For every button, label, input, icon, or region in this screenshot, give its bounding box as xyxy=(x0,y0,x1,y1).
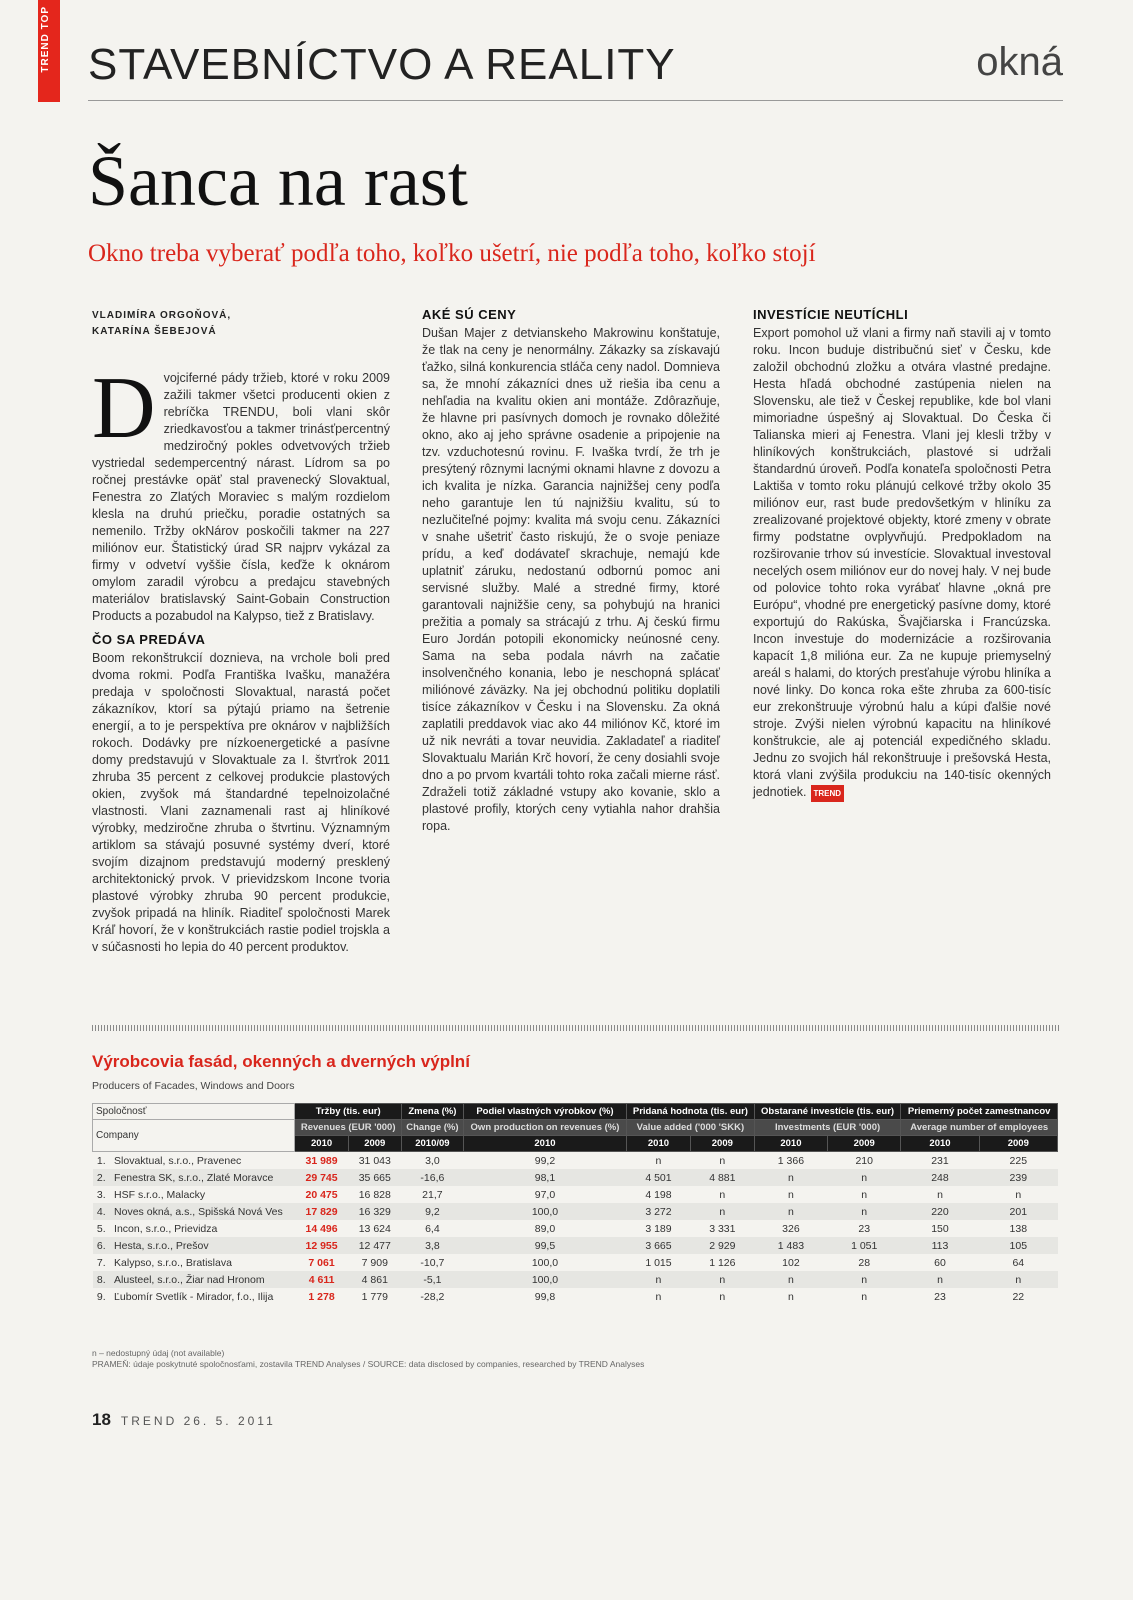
table-cell: n xyxy=(754,1271,827,1288)
table-cell: HSF s.r.o., Malacky xyxy=(114,1188,206,1201)
table-cell: 4 611 xyxy=(295,1271,348,1288)
table-cell: n xyxy=(754,1203,827,1220)
article-column-3 xyxy=(753,300,1051,804)
table-cell: n xyxy=(719,1154,726,1167)
table-cell: 99,2 xyxy=(534,1154,556,1167)
table-cell: 4 881 xyxy=(690,1169,754,1186)
table-cell: 150 xyxy=(931,1222,949,1235)
table-cell: 99,8 xyxy=(534,1290,556,1303)
magazine-issue: TREND 26. 5. 2011 xyxy=(120,1414,276,1428)
table-cell: n xyxy=(1015,1188,1022,1201)
table-cell: 60 xyxy=(934,1256,946,1269)
table-cell: 16 329 xyxy=(348,1203,401,1220)
table-cell: 28 xyxy=(858,1256,871,1269)
ranking-table: Spoločnosť Tržby (tis. eur) Zmena (%) Podiel vlastných výrobkov (%) Pridaná hodnota (tis. eur) Obstarané investície (tis. eur) Priemerný počet zamestnancov Company Revenues (EUR '000) Change (%) Own production on revenues (%) Value added ('000 'SKK) Investments (EUR '000) Average number of employees 2010 2009 2010/09 2010 2010 2009 2010 2009 2010 2009 1. Slovaktual, s.r.o., Pravenec 31 989 31 043 3,0 99,2 n n 1 366 210 231 225 2. Fenestra SK, s.r.o., Zlaté Moravce 29 745 35 665 -16,6 98,1 4 501 4 881 n n 248 239 3. HSF s.r.o., Malacky 20 475 16 828 21,7 97,0 4 198 n n n n n 4. Noves okná, a.s., Spišská Nová Ves 17 829 16 329 9,2 100,0 3 272 n n n 220 201 5. Incon, s.r.o., Prievidza 14 496 13 624 6,4 89,0 3 189 3 331 326 23 150 138 6. Hesta, s.r.o., Prešov 12 955 12 477 3,8 99,5 3 665 2 929 1 483 1 051 113 105 7. Kalypso, s.r.o., Bratislava 7 061 7 909 -10,7 100,0 1 015 1 126 102 28 60 64 8. Alusteel, s.r.o., Žiar nad Hronom 4 611 4 861 -5,1 100,0 n n n n n n 9. Ľubomír Svetlík - Mirador, f.o., Ilija 1 278 1 779 -28,2 99,8 n n n n 23 22 xyxy=(92,1103,1058,1305)
table-cell: n xyxy=(828,1271,901,1288)
table-row xyxy=(93,1254,1058,1271)
section-label: okná xyxy=(976,40,1063,84)
table-cell: n xyxy=(690,1271,754,1288)
table-cell: n xyxy=(979,1271,1057,1288)
table-cell: -10,7 xyxy=(420,1256,445,1269)
table-cell: n xyxy=(627,1271,691,1288)
table-cell: 138 xyxy=(1009,1222,1028,1235)
table-cell: 23 xyxy=(934,1290,946,1303)
table-cell: 7 061 xyxy=(308,1256,335,1269)
table-cell: 17 829 xyxy=(295,1203,348,1220)
article-column-2 xyxy=(422,300,720,837)
table-cell: 29 745 xyxy=(295,1169,348,1186)
table-cell: 12 955 xyxy=(295,1237,348,1254)
table-cell: 98,1 xyxy=(463,1169,626,1186)
subheading: AKÉ SÚ CENY xyxy=(422,307,517,322)
table-cell: 1 015 xyxy=(645,1256,672,1269)
table-row xyxy=(93,1152,1058,1170)
subheadline: Okno treba vyberať podľa toho, koľko ušetrí, nie podľa toho, koľko stojí xyxy=(88,240,816,267)
article-column-1: Dvojciferné pády tržieb, ktoré v roku 2009 zažili takmer všetci producenti okien z rebríčka TRENDU, boli vlani skôr zriedkavosťou a takmer trinásťpercentný medziročný pokles odvetvových tržieb vystriedal sedempercentný nárast. Lídrom sa po ročnej prestávke opäť stal pravenecký Slovaktual, Fenestra zo Zlatých Moraviec s malým rozdielom klesla na druhú priečku, poradie ostatných sa nemenilo. Tržby okNárov poskočili takmer na 227 miliónov eur. Štatistický úrad SR najprv vykázal za firmy v odvetví vyššie čísla, keďže k oknárom omylom zaradil výrobcu a predajcu stavebných materiálov bratislavský Saint-Gobain Construction Products a pozabudol na Kalypso, tiež z Bratislavy. ČO SA PREDÁVA Boom rekonštrukcií doznieva, na vrchole boli pred dvoma rokmi. Podľa Františka Ivašku, manažéra predaja v spoločnosti Slovaktual, narastá počet zákazníkov, ktorí sa pýtajú priamo na šetrenie energií, a to je perspektíva pre oknárov v najbližších rokoch. Dodávky pre nízkoenergetické a pasívne domy predstavujú v Slovaktuale za I. štvrťrok 2011 zhruba 35 percent z celkovej produkcie plastových okien, zvyšok má štandardné tepelnoizolačné vlastnosti. Vlani zaznamenali rast aj hliníkové výrobky, medziročne zhruba o štvrtinu. Významným artiklom sa stávajú posuvné systémy dverí, ktoré svojím dizajnom predstavujú moderný presklený architektonický prvok. V prievidzskom Incone tvoria plastové výrobky zhruba 90 percent produkcie, zvyšok pripadá na hliník. Riaditeľ spoločnosti Marek Kráľ hovorí, že v konštrukciách rastie podiel trojskla a v súčasnosti ho lepia do 40 percent produktov. xyxy=(92,360,390,954)
table-cell: 326 xyxy=(782,1222,800,1235)
table-cell: 231 xyxy=(931,1154,949,1167)
table-cell: n xyxy=(655,1290,662,1303)
table-row xyxy=(93,1237,1058,1254)
table-cell: n xyxy=(655,1154,662,1167)
table-cell: 1 126 xyxy=(709,1256,736,1269)
table-cell: 100,0 xyxy=(531,1256,559,1269)
table-row xyxy=(93,1288,1058,1305)
table-notes: n – nedostupný údaj (not available) PRAMEŇ: údaje poskytnuté spoločnosťami, zostavila TREND Analyses / SOURCE: data disclosed by companies, researched by TREND Analyses xyxy=(92,1348,645,1369)
table-cell: 99,5 xyxy=(463,1237,626,1254)
table-cell: n xyxy=(788,1188,794,1201)
table-cell: 64 xyxy=(1012,1256,1025,1269)
table-cell: 3. xyxy=(96,1188,106,1201)
table-cell: 3,8 xyxy=(401,1237,463,1254)
table-title: Výrobcovia fasád, okenných a dverných výplní xyxy=(92,1052,470,1071)
table-cell: 1 051 xyxy=(828,1237,901,1254)
table-cell: Ľubomír Svetlík - Mirador, f.o., Ilija xyxy=(114,1290,274,1303)
table-cell: n xyxy=(901,1271,979,1288)
table-cell: n xyxy=(861,1290,868,1303)
paragraph: Boom rekonštrukcií doznieva, na vrchole boli pred dvoma rokmi. Podľa Františka Ivašku, manažéra predaja v spoločnosti Slovaktual, narastá počet zákazníkov, ktorí sa pýtajú priamo na šetrenie energií, a to je perspektíva pre oknárov v najbližších rokoch. Dodávky pre nízkoenergetické a pasívne domy predstavujú v Slovaktuale za I. štvrťrok 2011 zhruba 35 percent z celkovej produkcie plastových okien, zvyšok má štandardné tepelnoizolačné vlastnosti. Vlani zaznamenali rast aj hliníkové výrobky, medziročne zhruba o štvrtinu. Významným artiklom sa stávajú posuvné systémy dverí, ktoré svojím dizajnom predstavujú moderný presklený architektonický prvok. V prievidzskom Incone tvoria plastové výrobky zhruba 90 percent produkcie, zvyšok pripadá na hliník. Riaditeľ spoločnosti Marek Kráľ hovorí, že v konštrukciách rastie podiel trojskla a v súčasnosti ho lepia do 40 percent produktov. xyxy=(92,651,390,954)
table-cell: Incon, s.r.o., Prievidza xyxy=(114,1222,218,1235)
table-cell: 31 989 xyxy=(305,1154,338,1167)
table-cell: 239 xyxy=(979,1169,1057,1186)
table-cell: 1 366 xyxy=(777,1154,805,1167)
table-cell: 9,2 xyxy=(401,1203,463,1220)
drop-cap: D xyxy=(92,360,156,457)
table-cell: Alusteel, s.r.o., Žiar nad Hronom xyxy=(110,1271,295,1288)
table-cell: n xyxy=(719,1188,726,1201)
table-cell: 3 331 xyxy=(709,1222,736,1235)
table-cell: 1 779 xyxy=(361,1290,388,1303)
table-cell: 220 xyxy=(901,1203,979,1220)
table-cell: 5. xyxy=(96,1222,106,1235)
page-footer xyxy=(92,1410,276,1430)
table-cell: 105 xyxy=(979,1237,1057,1254)
table-cell: 89,0 xyxy=(534,1222,556,1235)
table-row xyxy=(93,1220,1058,1237)
table-cell: Fenestra SK, s.r.o., Zlaté Moravce xyxy=(110,1169,295,1186)
table-cell: 31 043 xyxy=(358,1154,391,1167)
table-cell: -5,1 xyxy=(401,1271,463,1288)
table-subtitle: Producers of Facades, Windows and Doors xyxy=(92,1080,295,1092)
table-cell: 6. xyxy=(93,1237,111,1254)
table-cell: Noves okná, a.s., Spišská Nová Ves xyxy=(110,1203,295,1220)
table-cell: 1 483 xyxy=(754,1237,827,1254)
table-cell: 3,0 xyxy=(425,1154,440,1167)
byline: VLADIMÍRA ORGOŇOVÁ, KATARÍNA ŠEBEJOVÁ xyxy=(92,310,232,337)
subheading: INVESTÍCIE NEUTÍCHLI xyxy=(753,307,909,322)
paragraph: Export pomohol už vlani a firmy naň stavili aj v tomto roku. Incon buduje distribučnú sieť v Česku, kde založil obchodnú zložku a otvára vlastné predajne. Hesta hľadá obchodné zastúpenia nielen na Slovensku, ale tiež v Českej republike, kde bol vlani mimoriadne úspešný aj Slovaktual. Do Česka či Talianska mieri aj Fenestra. Vlani jej klesli tržby v hliníkových konštrukciách, plastové si udržali štandardnú úroveň. Podľa konateľa spoločnosti Petra Laktiša v tomto roku plánujú celkové tržby okolo 35 miliónov eur, rast bude predovšetkým v hliníku za zrealizované projektové objekty, ktoré zmeny v obrate firmy podstatne ovplyvňujú. Predpokladom na rozširovanie trhov sú investície. Slovaktual investoval necelých osem miliónov eur do novej haly. V nej bude od polovice tohto roka vyrábať hlavne „okná pre Európu“, vhodné pre energetický pasívne domy, ktoré exportujú do Rakúska, Švajčiarska i Francúzska. Incon investuje do modernizácie a rozširovania kapacít 1,8 milióna eur. Za ne kupuje priemyselný areál s halami, do ktorých presťahuje výrobu hliníka a nové linky. Do konca roka ešte zhruba za 600-tisíc eur zrekonštruuje výrobnú halu a kúpi ďalšie nové stroje. Zvýši nielen výrobnú kapacitu na hliníkové konštrukcie, ale aj potenciál expedičného skladu. Jednu zo svojich hál rekonštruuje i prešovská Hesta, ktorá vlani zvýšila produkciu na 140-tisíc okenných jednotiek. TREND xyxy=(753,325,1051,802)
table-row xyxy=(93,1271,1058,1288)
page-number: 18 xyxy=(92,1410,111,1429)
table-row xyxy=(93,1169,1058,1186)
table-cell: n xyxy=(719,1290,726,1303)
table-row xyxy=(93,1203,1058,1220)
table-cell: n xyxy=(690,1203,754,1220)
table-cell: 100,0 xyxy=(463,1271,626,1288)
table-cell: 4 198 xyxy=(645,1188,672,1201)
table-cell: 102 xyxy=(782,1256,800,1269)
paragraph: Dušan Majer z detvianskeho Makrowinu konštatuje, že tlak na ceny je nenormálny. Zákazky sa získavajú ťažko, silná konkurencia stláča ceny nadol. Domnieva sa, že mnohí zákazníci dnes už riešia iba cenu a nehľadia na kvalitu okien ani montáže. Zdôrazňuje, že hlavne pri pasívnych domoch je rovnako dôležité okno, ako aj jeho správne osadenie a pripojenie na tzv. vzduchotesnú rovinu. F. Ivaška tvrdí, že trh je presýtený rôznymi lacnými oknami hlavne z dovozu a ich kvalita je nízka. Garancia najnižšej ceny podľa neho garantuje len tú najnižšiu kvalitu, sú to nezlučiteľné pojmy: kvalita má svoju cenu. Zákazníci v snahe ušetriť často riskujú, že o svoje peniaze prídu, a keď dodávateľ skrachuje, nemajú kde uplatniť záruku, nedostanú odbornú pomoc ani servisné služby. Malé a stredné firmy, ktoré garantovali najnižšie ceny, sa pohybujú na hranici prežitia a pomaly sa strácajú z trhu. Aj českú firmu Euro Jordán potopili ekonomicky neúnosné ceny. Sama na seba podala návrh na začatie insolvenčného konania, lebo je neschopná splácať miliónové záväzky. Na jej obchodnú politiku doplatili tisíce zákazníkov v Česku i na Slovensku. Za okná zaplatili preddavok viac ako 44 miliónov Kč, ktoré im už nik nevráti a tovar neuvidia. Zakladateľ a riaditeľ Slovaktualu Marián Krč hovorí, že ceny dosiahli svoje dno a po prvom kvartáli tohto roka začali mierne rásť. Zdraželi totiž základné vstupy ako kovanie, sklo a plastové profily, ktorých ceny vytiahla nahor drahšia ropa. xyxy=(422,326,720,833)
section-tab: TREND TOP xyxy=(38,0,60,102)
table-cell: n xyxy=(828,1169,901,1186)
table-cell: 16 828 xyxy=(358,1188,391,1201)
table-cell: 2. xyxy=(93,1169,111,1186)
table-cell: 14 496 xyxy=(305,1222,338,1235)
table-cell: Hesta, s.r.o., Prešov xyxy=(110,1237,295,1254)
table-cell: n xyxy=(754,1169,827,1186)
end-mark: TREND xyxy=(811,785,845,802)
table-cell: 1 278 xyxy=(308,1290,335,1303)
table-cell: -28,2 xyxy=(420,1290,445,1303)
table-cell: 100,0 xyxy=(463,1203,626,1220)
table-cell: 2 929 xyxy=(690,1237,754,1254)
table-cell: 248 xyxy=(901,1169,979,1186)
table-cell: 225 xyxy=(1009,1154,1028,1167)
table-cell: 8. xyxy=(93,1271,111,1288)
subheading: ČO SA PREDÁVA xyxy=(92,632,206,647)
table-cell: 201 xyxy=(979,1203,1057,1220)
table-cell: -16,6 xyxy=(401,1169,463,1186)
table-cell: 4 861 xyxy=(348,1271,401,1288)
table-cell: n xyxy=(788,1290,794,1303)
table-cell: Kalypso, s.r.o., Bratislava xyxy=(114,1256,232,1269)
table-cell: 113 xyxy=(901,1237,979,1254)
table-cell: 1. xyxy=(96,1154,106,1167)
table-cell: 22 xyxy=(1012,1290,1025,1303)
table-cell: 7. xyxy=(96,1256,106,1269)
table-cell: 3 189 xyxy=(645,1222,672,1235)
headline: Šanca na rast xyxy=(88,141,468,221)
table-row xyxy=(93,1186,1058,1203)
table-cell: n xyxy=(937,1188,943,1201)
table-cell: 12 477 xyxy=(348,1237,401,1254)
table-cell: 3 665 xyxy=(627,1237,691,1254)
table-cell: 13 624 xyxy=(358,1222,391,1235)
table-cell: 9. xyxy=(96,1290,106,1303)
table-cell: 210 xyxy=(855,1154,873,1167)
table-cell: 6,4 xyxy=(425,1222,440,1235)
divider xyxy=(92,1025,1059,1031)
table-cell: 7 909 xyxy=(361,1256,388,1269)
section-header: STAVEBNÍCTVO A REALITY xyxy=(88,40,676,89)
table-cell: n xyxy=(861,1188,868,1201)
table-cell: 35 665 xyxy=(348,1169,401,1186)
table-cell: Slovaktual, s.r.o., Pravenec xyxy=(114,1154,242,1167)
table-cell: 97,0 xyxy=(534,1188,556,1201)
table-cell: 3 272 xyxy=(627,1203,691,1220)
table-cell: 4 501 xyxy=(627,1169,691,1186)
table-cell: n xyxy=(828,1203,901,1220)
table-cell: 4. xyxy=(93,1203,111,1220)
table-cell: 21,7 xyxy=(422,1188,443,1201)
table-cell: 23 xyxy=(858,1222,871,1235)
header-rule xyxy=(88,100,1063,101)
table-cell: 20 475 xyxy=(305,1188,338,1201)
